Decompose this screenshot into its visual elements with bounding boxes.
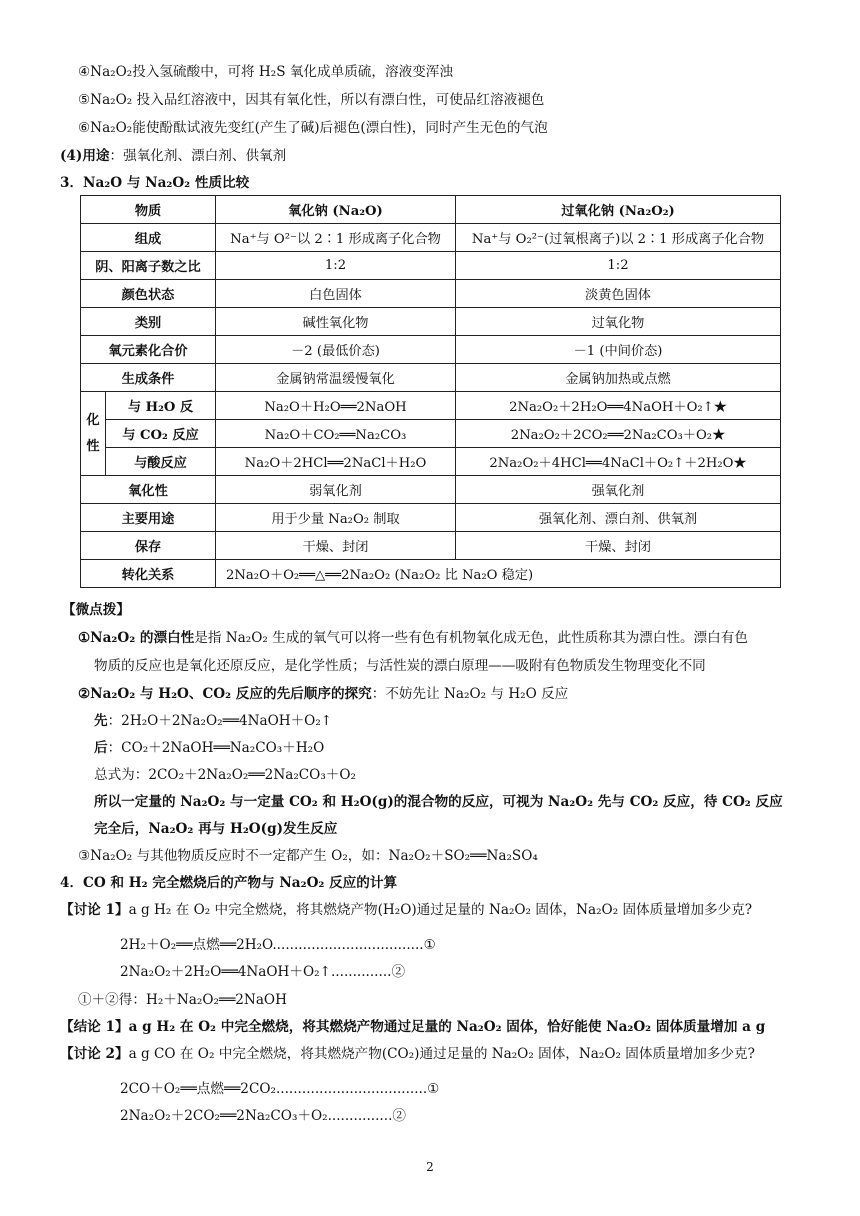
- cell: 干燥、封闭: [456, 532, 781, 560]
- cell: 1:2: [456, 252, 781, 280]
- cell: 弱氧化剂: [216, 476, 456, 504]
- row-label: 类别: [81, 308, 216, 336]
- cell: 过氧化物: [456, 308, 781, 336]
- cell: －1 (中间价态): [456, 336, 781, 364]
- item-5: ⑤Na₂O₂ 投入品红溶液中，因其有氧化性，所以有漂白性，可使品红溶液褪色: [78, 92, 545, 108]
- item-6: ⑥Na₂O₂能使酚酞试液先变红(产生了碱)后褪色(漂白性)，同时产生无色的气泡: [78, 120, 548, 136]
- table-row: [81, 252, 781, 280]
- equation-d1-2: 2Na₂O₂＋2H₂O══4NaOH＋O₂↑..............②: [120, 964, 406, 980]
- uses-text: ：强氧化剂、漂白剂、供氧剂: [109, 148, 287, 164]
- discussion-2-text: a g CO 在 O₂ 中完全燃烧，将其燃烧产物(CO₂)通过足量的 Na₂O₂ 固体，Na₂O₂ 固体质量增加多少克?: [128, 1046, 755, 1062]
- comparison-table: [80, 195, 781, 588]
- page-number: 2: [426, 1160, 434, 1174]
- conclusion-line-2: 完全后，Na₂O₂ 再与 H₂O(g)发生反应: [94, 821, 338, 837]
- discussion-1-label: 【讨论 1】: [60, 902, 129, 918]
- cell: Na⁺与 O²⁻以 2∶1 形成离子化合物: [216, 224, 456, 252]
- table-row: [81, 280, 781, 308]
- section-4-title: 4．CO 和 H₂ 完全燃烧后的产物与 Na₂O₂ 反应的计算: [60, 875, 398, 891]
- tip-1: [78, 627, 748, 649]
- equation-d1-1: 2H₂＋O₂══点燃══2H₂O...................................①: [120, 937, 436, 953]
- cell: Na₂O＋CO₂══Na₂CO₃: [216, 420, 456, 448]
- tip-2: [78, 683, 568, 705]
- cell: 白色固体: [216, 280, 456, 308]
- tip-2-heading: ②Na₂O₂ 与 H₂O、CO₂ 反应的先后顺序的探究: [78, 686, 372, 702]
- table-row: [81, 504, 781, 532]
- conversion-cell: 2Na₂O＋O₂══△══2Na₂O₂ (Na₂O₂ 比 Na₂O 稳定): [216, 560, 781, 588]
- table-row: [81, 476, 781, 504]
- equation-d2-2: 2Na₂O₂＋2CO₂══2Na₂CO₃＋O₂...............②: [120, 1108, 406, 1124]
- row-label: 与 H₂O 反: [106, 392, 216, 420]
- conclusion-line-1: 所以一定量的 Na₂O₂ 与一定量 CO₂ 和 H₂O(g)的混合物的反应，可视为 Na₂O₂ 先与 CO₂ 反应，待 CO₂ 反应: [94, 794, 783, 810]
- row-label: 主要用途: [81, 504, 216, 532]
- cell: 2Na₂O₂＋2CO₂══2Na₂CO₃＋O₂★: [456, 420, 781, 448]
- cell: 1:2: [216, 252, 456, 280]
- row-label: 阴、阳离子数之比: [81, 252, 216, 280]
- first-label: 先: [94, 713, 108, 729]
- cell: 金属钠常温缓慢氧化: [216, 364, 456, 392]
- tip-3: ③Na₂O₂ 与其他物质反应时不一定都产生 O₂，如：Na₂O₂＋SO₂══Na₂SO₄: [78, 848, 538, 864]
- cell: 金属钠加热或点燃: [456, 364, 781, 392]
- section-3-title: 3．Na₂O 与 Na₂O₂ 性质比较: [60, 175, 250, 191]
- cell: Na₂O＋H₂O══2NaOH: [216, 392, 456, 420]
- discussion-1-text: a g H₂ 在 O₂ 中完全燃烧，将其燃烧产物(H₂O)通过足量的 Na₂O₂ 固体，Na₂O₂ 固体质量增加多少克?: [128, 902, 753, 918]
- tip-1-continued: 物质的反应也是氧化还原反应，是化学性质；与活性炭的漂白原理——吸附有色物质发生物理变化不同: [94, 658, 706, 674]
- row-label: 氧化性: [81, 476, 216, 504]
- row-label: 颜色状态: [81, 280, 216, 308]
- table-row: [81, 364, 781, 392]
- table-header-row: [81, 196, 781, 224]
- tip-1-text: 是指 Na₂O₂ 生成的氧气可以将一些有色有机物氧化成无色，此性质称其为漂白性。漂白有色: [194, 630, 748, 646]
- cell: 用于少量 Na₂O₂ 制取: [216, 504, 456, 532]
- header-na2o: 氧化钠 (Na₂O): [216, 196, 456, 224]
- after-equation: ：CO₂＋2NaOH══Na₂CO₃＋H₂O: [107, 740, 325, 756]
- header-na2o2: 过氧化钠 (Na₂O₂): [456, 196, 781, 224]
- cell: 强氧化剂: [456, 476, 781, 504]
- discussion-1: [60, 899, 752, 921]
- chem-group-label: 化性: [81, 392, 106, 476]
- table-row: [81, 308, 781, 336]
- conclusion-1: 【结论 1】a g H₂ 在 O₂ 中完全燃烧，将其燃烧产物通过足量的 Na₂O₂ 固体，恰好能使 Na₂O₂ 固体质量增加 a g: [60, 1019, 766, 1035]
- row-label: 与酸反应: [106, 448, 216, 476]
- table-row: [81, 420, 781, 448]
- cell: 淡黄色固体: [456, 280, 781, 308]
- table-row: [81, 392, 781, 420]
- cell: 2Na₂O₂＋2H₂O══4NaOH＋O₂↑★: [456, 392, 781, 420]
- row-label: 生成条件: [81, 364, 216, 392]
- step-after: [94, 737, 324, 759]
- table-row: [81, 560, 781, 588]
- cell: 干燥、封闭: [216, 532, 456, 560]
- uses-label: (4)用途: [60, 148, 110, 164]
- table-row: [81, 336, 781, 364]
- discussion-2-label: 【讨论 2】: [60, 1046, 129, 1062]
- table-row: [81, 532, 781, 560]
- cell: 强氧化剂、漂白剂、供氧剂: [456, 504, 781, 532]
- discussion-2: [60, 1043, 755, 1065]
- cell: 碱性氧化物: [216, 308, 456, 336]
- row-label: 转化关系: [81, 560, 216, 588]
- first-equation: ：2H₂O＋2Na₂O₂══4NaOH＋O₂↑: [107, 713, 333, 729]
- cell: －2 (最低价态): [216, 336, 456, 364]
- item-4: ④Na₂O₂投入氢硫酸中，可将 H₂S 氧化成单质硫，溶液变浑浊: [78, 64, 453, 80]
- header-substance: 物质: [81, 196, 216, 224]
- tip-2-text: ：不妨先让 Na₂O₂ 与 H₂O 反应: [371, 686, 569, 702]
- tip-1-heading: ①Na₂O₂ 的漂白性: [78, 630, 195, 646]
- cell: 2Na₂O₂＋4HCl══4NaCl＋O₂↑＋2H₂O★: [456, 448, 781, 476]
- equation-d2-1: 2CO＋O₂══点燃══2CO₂...................................①: [120, 1081, 440, 1097]
- uses-line: [60, 145, 286, 167]
- row-label: 与 CO₂ 反应: [106, 420, 216, 448]
- equation-d1-sum: ①＋②得：H₂＋Na₂O₂══2NaOH: [78, 992, 287, 1008]
- row-label: 组成: [81, 224, 216, 252]
- after-label: 后: [94, 740, 108, 756]
- row-label: 保存: [81, 532, 216, 560]
- total-equation: 总式为：2CO₂＋2Na₂O₂══2Na₂CO₃＋O₂: [94, 767, 356, 783]
- tips-title: 【微点拨】: [62, 602, 130, 618]
- cell: Na₂O＋2HCl══2NaCl＋H₂O: [216, 448, 456, 476]
- cell: Na⁺与 O₂²⁻(过氧根离子)以 2∶1 形成离子化合物: [456, 224, 781, 252]
- step-first: [94, 710, 332, 732]
- row-label: 氧元素化合价: [81, 336, 216, 364]
- table-row: [81, 448, 781, 476]
- table-row: [81, 224, 781, 252]
